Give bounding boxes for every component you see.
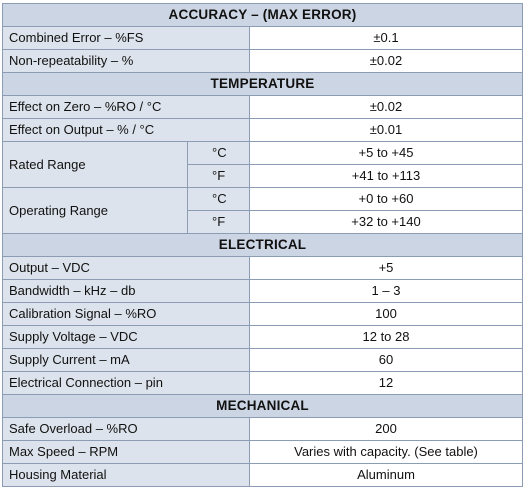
table-row — [3, 119, 523, 142]
unit-celsius: °C — [188, 188, 250, 211]
row-value: +5 to +45 — [250, 142, 523, 165]
rated-range-label: Rated Range — [3, 142, 188, 188]
row-value: +0 to +60 — [250, 188, 523, 211]
row-value: Varies with capacity. (See table) — [250, 441, 523, 464]
row-value: 200 — [250, 418, 523, 441]
row-value: +5 — [250, 257, 523, 280]
section-title-temperature: TEMPERATURE — [3, 73, 523, 96]
row-value: ±0.01 — [250, 119, 523, 142]
row-value: Aluminum — [250, 464, 523, 487]
row-value: 60 — [250, 349, 523, 372]
table-row — [3, 418, 523, 441]
row-value: ±0.02 — [250, 96, 523, 119]
table-row — [3, 96, 523, 119]
unit-fahrenheit: °F — [188, 211, 250, 234]
section-header-accuracy — [3, 4, 523, 27]
table-row — [3, 326, 523, 349]
table-row — [3, 349, 523, 372]
row-label: Combined Error – %FS — [3, 27, 250, 50]
section-header-electrical — [3, 234, 523, 257]
row-label: Supply Current – mA — [3, 349, 250, 372]
row-value: 12 — [250, 372, 523, 395]
row-label: Safe Overload – %RO — [3, 418, 250, 441]
row-value: 1 – 3 — [250, 280, 523, 303]
row-value: 100 — [250, 303, 523, 326]
row-value: ±0.02 — [250, 50, 523, 73]
table-row — [3, 372, 523, 395]
table-row — [3, 50, 523, 73]
row-label: Calibration Signal – %RO — [3, 303, 250, 326]
table-row — [3, 27, 523, 50]
row-label: Bandwidth – kHz – db — [3, 280, 250, 303]
section-title-mechanical: MECHANICAL — [3, 395, 523, 418]
spec-table — [2, 3, 523, 487]
table-row — [3, 464, 523, 487]
section-title-electrical: ELECTRICAL — [3, 234, 523, 257]
unit-fahrenheit: °F — [188, 165, 250, 188]
table-row — [3, 188, 523, 211]
unit-celsius: °C — [188, 142, 250, 165]
section-title-accuracy: ACCURACY – (MAX ERROR) — [3, 4, 523, 27]
row-label: Electrical Connection – pin — [3, 372, 250, 395]
row-value: 12 to 28 — [250, 326, 523, 349]
table-row — [3, 280, 523, 303]
row-value: +41 to +113 — [250, 165, 523, 188]
row-label: Effect on Zero – %RO / °C — [3, 96, 250, 119]
table-row — [3, 303, 523, 326]
row-label: Max Speed – RPM — [3, 441, 250, 464]
table-row — [3, 441, 523, 464]
table-row — [3, 257, 523, 280]
row-label: Housing Material — [3, 464, 250, 487]
row-label: Output – VDC — [3, 257, 250, 280]
table-row — [3, 142, 523, 165]
row-label: Effect on Output – % / °C — [3, 119, 250, 142]
section-header-temperature — [3, 73, 523, 96]
row-label: Non-repeatability – % — [3, 50, 250, 73]
operating-range-label: Operating Range — [3, 188, 188, 234]
row-value: ±0.1 — [250, 27, 523, 50]
section-header-mechanical — [3, 395, 523, 418]
row-value: +32 to +140 — [250, 211, 523, 234]
row-label: Supply Voltage – VDC — [3, 326, 250, 349]
